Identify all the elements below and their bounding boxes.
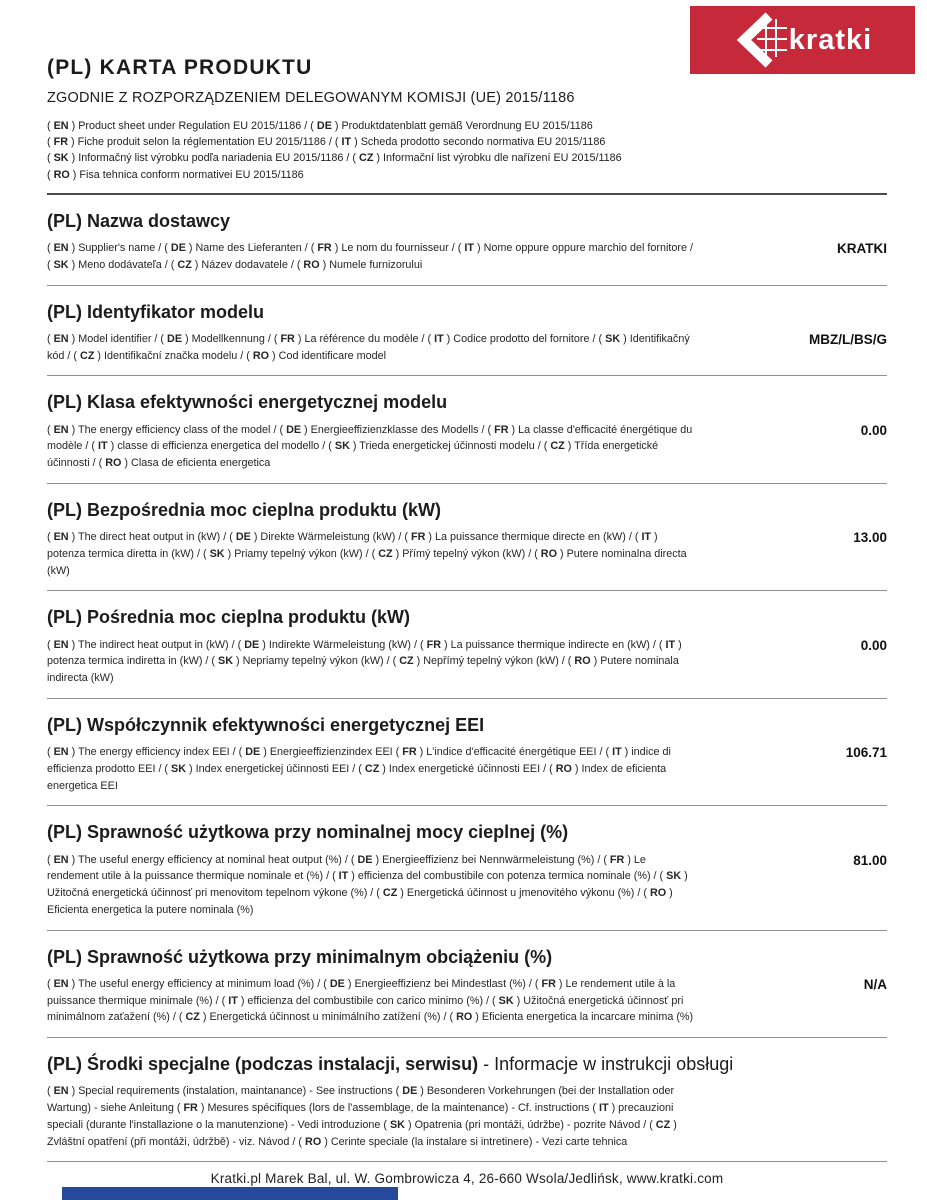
section-title-suffix: - Informacje w instrukcji obsługi xyxy=(478,1054,734,1075)
page-subtitle: ZGODNIE Z ROZPORZĄDZENIEM DELEGOWANYM KOMISJI (UE) 2015/1186 xyxy=(47,90,575,106)
section-title-main: (PL) Pośrednia moc cieplna produktu (kW) xyxy=(47,607,411,628)
page-title: (PL) KARTA PRODUKTU xyxy=(47,56,313,79)
section-value: N/A xyxy=(863,976,887,992)
section-description: ( EN ) The useful energy efficiency at minimum load (%) / ( DE ) Energieeffizienz bei Mindestlast (%) / ( FR ) Le rendement utile à la puissance thermique minimale (%) / ( IT ) efficienza del combustibile con carico minimo (%) / ( SK ) Užitočná energetická účinnosť pri minimálnom zaťažení (%) / ( CZ ) Energetická účinnost u minimálního zatížení (%) / ( RO ) Eficienta energetica la incarcare minima (%) xyxy=(47,977,694,1024)
product-sheet-section xyxy=(47,931,887,1039)
product-sheet-section xyxy=(47,376,887,484)
section-value: MBZ/L/BS/G xyxy=(809,331,887,347)
section-title xyxy=(47,713,767,737)
product-sheet-section xyxy=(47,806,887,930)
section-title xyxy=(47,498,767,522)
product-sheet-section xyxy=(47,591,887,699)
section-title xyxy=(47,390,767,414)
section-title-main: (PL) Środki specjalne (podczas instalacji, serwisu) xyxy=(47,1054,479,1075)
section-description: ( EN ) The indirect heat output in (kW) / ( DE ) Indirekte Wärmeleistung (kW) / ( FR ) La puissance thermique indirecte en (kW) / ( IT ) potenza termica indiretta in (kW) / ( SK ) Nepriamy tepelný výkon (kW) / ( CZ ) Nepřímý tepelný výkon (kW) / ( RO ) Putere nominala indirecta (kW) xyxy=(47,638,682,685)
section-description: ( EN ) The energy efficiency index EEI / ( DE ) Energieeffizienzindex EEI ( FR ) L'indice d'efficacité énergétique EEI / ( IT ) indice di efficienza prodotto EEI / ( SK ) Index energetickej účinnosti EEI / ( CZ ) Index energetické účinnosti EEI / ( RO ) Index de eficienta energetica EEI xyxy=(47,746,671,792)
bottom-blue-bar xyxy=(62,1187,398,1200)
section-title xyxy=(47,209,767,233)
section-description: ( EN ) The direct heat output in (kW) / ( DE ) Direkte Wärmeleistung (kW) / ( FR ) La puissance thermique directe en (kW) / ( IT ) potenza termica diretta in (kW) / ( SK ) Priamy tepelný výkon (kW) / ( CZ ) Přímý tepelný výkon (kW) / ( RO ) Putere nominalna directa (kW) xyxy=(47,531,687,577)
section-description: ( EN ) The energy efficiency class of the model / ( DE ) Energieeffizienzklasse des Modells / ( FR ) La classe d'efficacité énergétique du modèle / ( IT ) classe di efficienza energetica del modello / ( SK ) Trieda energetickej účinnosti modelu / ( CZ ) Třída energetické účinnosti / ( RO ) Clasa de eficienta energetica xyxy=(47,423,693,470)
section-description: ( EN ) Model identifier / ( DE ) Modellkennung / ( FR ) La référence du modèle / ( IT ) Codice prodotto del fornitore / ( SK ) Identifikačný kód / ( CZ ) Identifikační značka modelu / ( RO ) Cod identificare model xyxy=(47,332,690,362)
product-sheet-section xyxy=(47,699,887,807)
section-title xyxy=(47,1052,767,1076)
product-sheet-section xyxy=(47,286,887,377)
footer-address: Kratki.pl Marek Bal, ul. W. Gombrowicza 4, 26-660 Wsola/Jedlińsk, www.kratki.com xyxy=(210,1171,724,1187)
section-title-main: (PL) Bezpośrednia moc cieplna produktu (kW) xyxy=(47,499,442,520)
section-title-main: (PL) Sprawność użytkowa przy nominalnej mocy cieplnej (%) xyxy=(47,822,569,843)
intro-line: ( EN ) Product sheet under Regulation EU 2015/1186 / ( DE ) Produktdatenblatt gemäß Verordnung EU 2015/1186 xyxy=(47,120,593,132)
section-title xyxy=(47,820,767,844)
section-value: 81.00 xyxy=(853,852,887,868)
product-sheet-section xyxy=(47,195,887,286)
section-title-main: (PL) Współczynnik efektywności energetycznej EEI xyxy=(47,714,485,735)
product-sheet-section xyxy=(47,1038,887,1162)
intro-translations xyxy=(47,118,667,183)
section-value: 0.00 xyxy=(860,637,887,653)
section-value: 0.00 xyxy=(860,422,887,438)
intro-line: ( SK ) Informačný list výrobku podľa nariadenia EU 2015/1186 / ( CZ ) Informační list výrobku dle nařízení EU 2015/1186 xyxy=(47,152,622,165)
sections-container xyxy=(47,195,887,1163)
section-title xyxy=(47,945,767,969)
section-description: ( EN ) Supplier's name / ( DE ) Name des Lieferanten / ( FR ) Le nom du fournisseur / ( IT ) Nome oppure oppure marchio del fornitore / ( SK ) Meno dodávateľa / ( CZ ) Název dodavatele / ( RO ) Numele furnizorului xyxy=(47,242,694,271)
header-divider xyxy=(47,193,887,195)
kratki-chevron-grid-icon xyxy=(733,11,795,69)
section-description: ( EN ) Special requirements (instalation, maintanance) - See instructions ( DE ) Besonderen Vorkehrungen (bei der Installation oder Wartung) - siehe Anleitung ( FR ) Mesures spécifiques (lors de l'assemblage, de la maintenance) - Cf. instructions ( IT ) precauzioni speciali (durante l'installazione o la manutenzione) - Vedi introduzione ( SK ) Opatrenia (pri montáži, údržbe) - pozrite Návod / ( CZ ) Zvláštní opatření (při montáži, údržbě) - viz. Návod / ( RO ) Cerinte speciale (la instalare si intretinere) - Vezi carte tehnica xyxy=(47,1085,677,1148)
kratki-logo xyxy=(690,6,915,74)
intro-line: ( FR ) Fiche produit selon la réglementation EU 2015/1186 / ( IT ) Scheda prodotto secondo normativa EU 2015/1186 xyxy=(47,136,606,149)
section-value: KRATKI xyxy=(837,241,887,257)
section-title-main: (PL) Klasa efektywności energetycznej modelu xyxy=(47,392,448,413)
section-title-main: (PL) Identyfikator modelu xyxy=(47,301,265,322)
section-title xyxy=(47,300,767,324)
section-description: ( EN ) The useful energy efficiency at nominal heat output (%) / ( DE ) Energieeffizienz bei Nennwärmeleistung (%) / ( FR ) Le rendement utile à la puissance thermique nominale et (%) / ( IT ) efficienza del combustibile con potenza termica nominale (%) / ( SK ) Užitočná energetická účinnosť pri menovitom tepelnom výkone (%) / ( CZ ) Energetická účinnost u jmenovitého výkonu (%) / ( RO ) Eficienta energetica la putere nominala (%) xyxy=(47,853,688,916)
kratki-wordmark: kratki xyxy=(788,23,873,56)
section-title-main: (PL) Sprawność użytkowa przy minimalnym obciążeniu (%) xyxy=(47,946,553,967)
intro-line: ( RO ) Fisa tehnica conform normativei EU 2015/1186 xyxy=(47,168,304,181)
section-value: 13.00 xyxy=(853,530,887,546)
section-title xyxy=(47,605,767,629)
section-value: 106.71 xyxy=(845,745,887,761)
section-title-main: (PL) Nazwa dostawcy xyxy=(47,210,231,231)
product-sheet-section xyxy=(47,484,887,592)
document-header xyxy=(47,56,887,195)
